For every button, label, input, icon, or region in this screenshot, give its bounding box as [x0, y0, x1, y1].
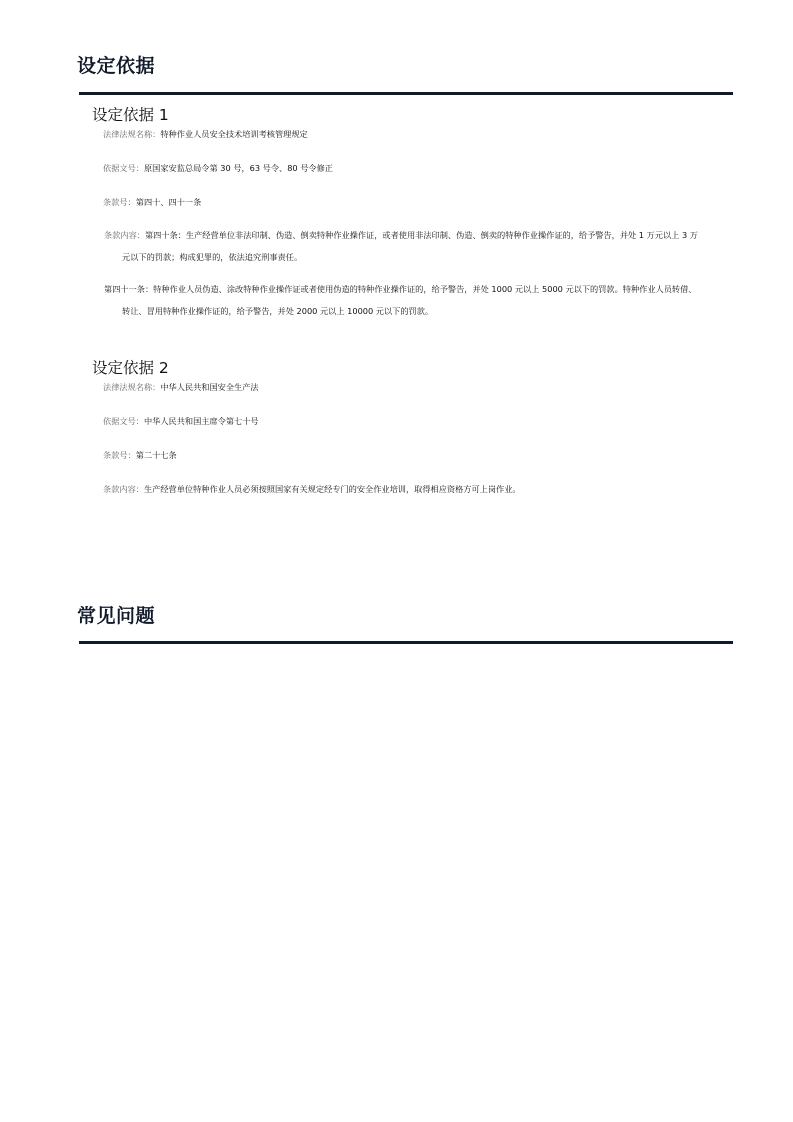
article-number-label: 条款号： — [103, 450, 136, 460]
article-number-field — [92, 196, 692, 208]
section-heading-faq: 常见问题 — [77, 605, 156, 627]
article-number-value: 第二十七条 — [135, 450, 177, 460]
article-content-field — [92, 224, 704, 268]
law-name-field — [92, 381, 692, 393]
article-content-paragraph: 第四十一条：特种作业人员伪造、涂改特种作业操作证或者使用伪造的特种作业操作证的，给予警告，并处 1000 元以上 5000 元以下的罚款。特种作业人员转借、转让、冒用特种作业操作证的，给予警告，并处 2000 元以上 10000 元以下的罚款。 — [104, 284, 697, 316]
article-content-value: 第四十条：生产经营单位非法印制、伪造、倒卖特种作业操作证，或者使用非法印制、伪造、倒卖的特种作业操作证的，给予警告，并处 1 万元以上 3 万元以下的罚款；构成犯罪的，依法追究刑事责任。 — [122, 230, 698, 262]
doc-number-label: 依据文号： — [103, 163, 144, 173]
article-number-value: 第四十、四十一条 — [135, 197, 202, 207]
law-name-field — [92, 128, 692, 140]
article-number-label: 条款号： — [103, 197, 136, 207]
doc-number-value: 中华人民共和国主席令第七十号 — [143, 416, 259, 426]
basis-title: 设定依据 1 — [92, 106, 169, 124]
doc-number-label: 依据文号： — [103, 416, 144, 426]
doc-number-field — [92, 162, 692, 174]
article-number-field — [92, 449, 692, 461]
basis-title: 设定依据 2 — [92, 359, 169, 377]
article-content-label: 条款内容： — [104, 230, 145, 240]
article-content-label: 条款内容： — [103, 484, 144, 494]
doc-number-value: 原国家安监总局令第 30 号，63 号令、80 号令修正 — [143, 163, 333, 173]
article-content-field — [92, 483, 692, 495]
law-name-label: 法律法规名称： — [103, 382, 161, 392]
basis-block-2 — [92, 358, 692, 495]
section-divider — [79, 641, 733, 644]
article-content-value: 生产经营单位特种作业人员必须按照国家有关规定经专门的安全作业培训，取得相应资格方可上岗作业。 — [143, 484, 521, 494]
law-name-value: 中华人民共和国安全生产法 — [160, 382, 259, 392]
section-heading-basis: 设定依据 — [77, 55, 156, 77]
law-name-label: 法律法规名称： — [103, 129, 161, 139]
basis-block-1 — [92, 105, 698, 322]
law-name-value: 特种作业人员安全技术培训考核管理规定 — [160, 129, 308, 139]
section-divider — [79, 92, 733, 95]
doc-number-field — [92, 415, 692, 427]
